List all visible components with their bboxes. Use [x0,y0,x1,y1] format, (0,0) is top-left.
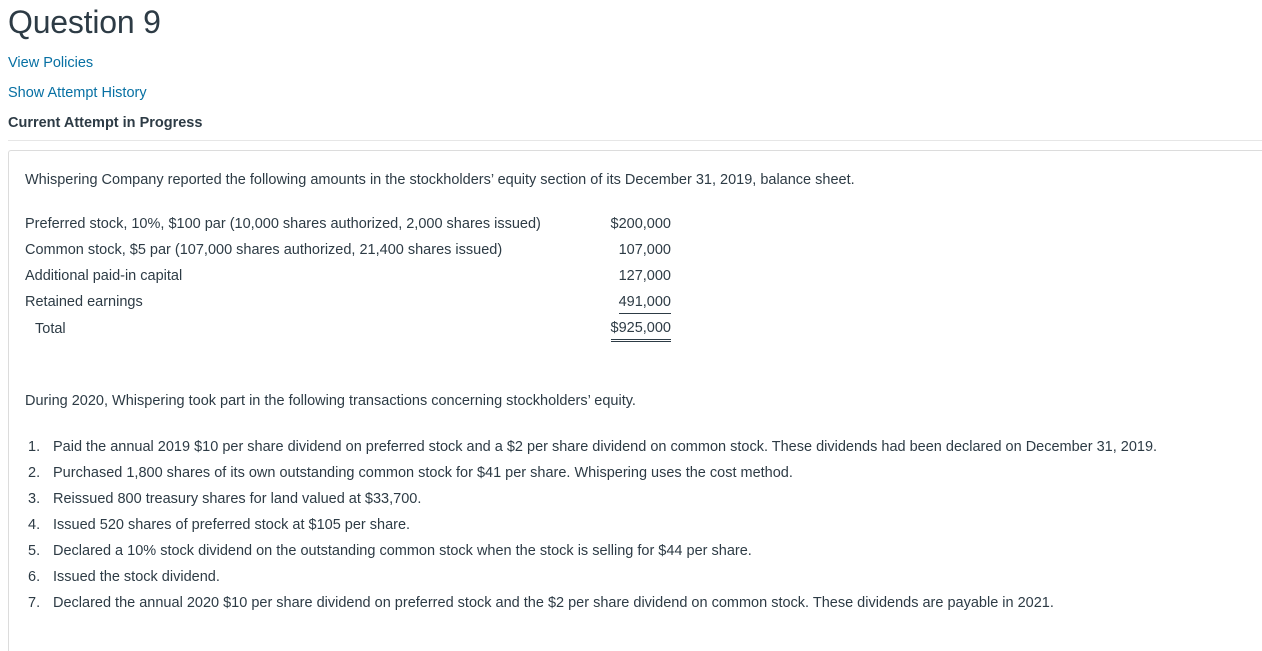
transactions-intro: During 2020, Whispering took part in the following transactions concerning stockholders’ equity. [25,393,636,409]
item-number: 7. [28,595,41,611]
item-number: 2. [28,465,41,481]
equity-table [25,211,671,342]
table-row [25,237,671,263]
item-text: Issued 520 shares of preferred stock at $105 per share. [53,517,411,533]
question-intro: Whispering Company reported the following amounts in the stockholders’ equity section of its December 31, 2019, balance sheet. [25,172,855,188]
row-label-preferred-stock: Preferred stock, 10%, $100 par (10,000 shares authorized, 2,000 shares issued) [25,216,541,232]
amount-value: 491,000 [619,292,671,314]
question-card [8,150,1262,651]
list-item [25,486,1157,512]
item-number: 1. [28,439,41,455]
row-label-common-stock: Common stock, $5 par (107,000 shares authorized, 21,400 shares issued) [25,242,503,258]
table-row [25,263,671,289]
list-item [25,434,1157,460]
table-row [25,211,671,237]
item-text: Declared the annual 2020 $10 per share dividend on preferred stock and the $2 per share dividend on common stock. These dividends are payable in 2021. [53,595,1054,611]
table-row [25,289,671,315]
view-policies-link[interactable]: View Policies [8,55,94,71]
list-item [25,460,1157,486]
item-text: Declared a 10% stock dividend on the outstanding common stock when the stock is selling for $44 per share. [53,543,752,559]
row-amount-total [601,315,671,342]
show-attempt-history-link[interactable]: Show Attempt History [8,85,147,101]
list-item [25,590,1157,616]
page-title: Question 9 [8,4,161,40]
item-number: 3. [28,491,41,507]
item-text: Reissued 800 treasury shares for land valued at $33,700. [53,491,422,507]
row-label-additional-paid-in-capital: Additional paid-in capital [25,268,183,284]
header-divider [8,140,1262,141]
row-amount-retained-earnings [601,289,671,315]
item-number: 5. [28,543,41,559]
amount-value: $925,000 [611,318,671,342]
item-text: Purchased 1,800 shares of its own outstanding common stock for $41 per share. Whispering uses the cost method. [53,465,793,481]
item-number: 6. [28,569,41,585]
amount-value: $200,000 [610,216,671,232]
item-text: Issued the stock dividend. [53,569,220,585]
list-item [25,564,1157,590]
list-item [25,538,1157,564]
amount-value: 127,000 [618,268,671,284]
row-amount-preferred-stock [601,211,671,237]
row-label-retained-earnings: Retained earnings [25,294,143,310]
attempt-status: Current Attempt in Progress [8,115,203,131]
list-item [25,512,1157,538]
transactions-list [25,434,1157,616]
table-row [25,315,671,342]
item-number: 4. [28,517,41,533]
item-text: Paid the annual 2019 $10 per share dividend on preferred stock and a $2 per share dividend on common stock. These dividends had been declared on December 31, 2019. [53,439,1158,455]
amount-value: 107,000 [618,242,671,258]
row-label-total: Total [35,320,66,337]
row-amount-additional-paid-in-capital [601,263,671,289]
row-amount-common-stock [601,237,671,263]
